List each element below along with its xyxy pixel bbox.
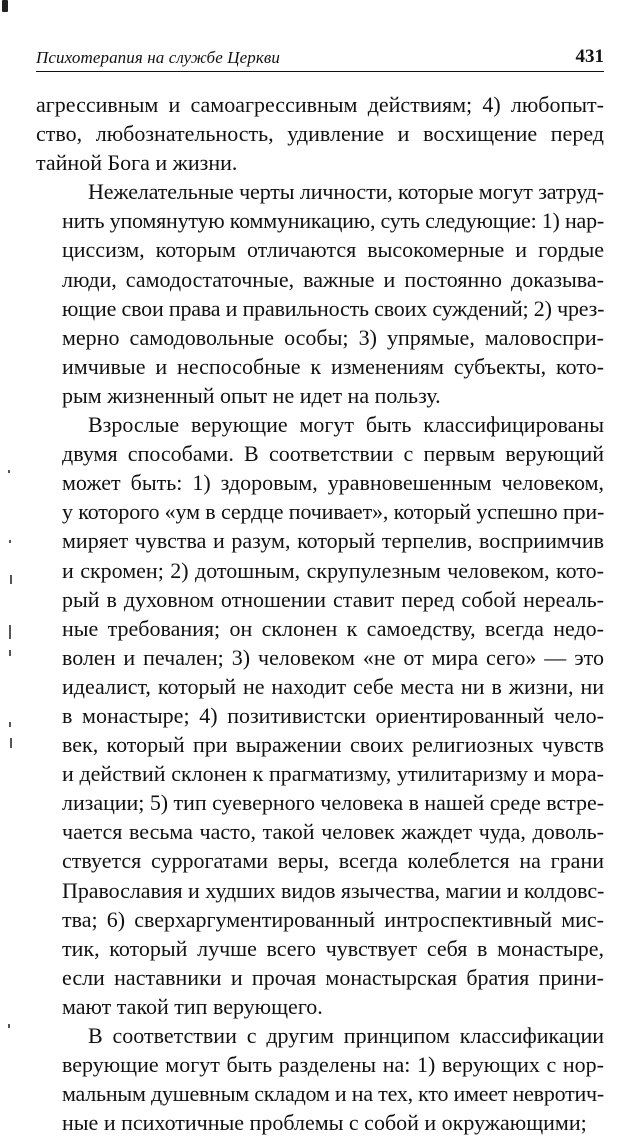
text-line: циссизм, которым отличаются высокомерные и гордые: [62, 237, 604, 263]
margin-speck: [8, 1024, 10, 1028]
text-line: Нежелательные черты личности, которые могут затруд-: [88, 179, 604, 205]
text-line: рым жизненный опыт не идет на пользу.: [62, 382, 441, 408]
text-line: двумя способами. В соответствии с первым верующий: [62, 441, 604, 467]
running-header: [36, 46, 604, 74]
text-line: и скромен; 2) дотошным, скрупулезным человеком, кото-: [62, 557, 604, 583]
scan-corner-mark: [2, 0, 8, 12]
text-line: тик, который лучше всего чувствует себя в монастыре,: [62, 935, 604, 961]
text-line: имчивые и неспособные к изменениям субъекты, кото-: [62, 353, 604, 379]
margin-speck: [9, 625, 11, 639]
text-line: мают такой тип верующего.: [62, 993, 323, 1019]
text-line: может быть: 1) здоровым, уравновешенным человеком,: [62, 470, 604, 496]
margin-speck: [9, 540, 11, 543]
text-line: у которого «ум в сердце почивает», который успешно при-: [62, 499, 605, 525]
margin-speck: [10, 738, 12, 748]
paragraph: [36, 1021, 604, 1137]
paragraph: [36, 177, 604, 410]
margin-speck: [9, 650, 11, 656]
page-number: 431: [575, 46, 604, 67]
text-line: идеалист, который не находит себе места ни в жизни, ни: [62, 673, 604, 699]
text-line: В соответствии с другим принципом классификации: [88, 1023, 604, 1048]
text-line: рый в духовном отношении ставит перед собой нереаль-: [62, 586, 604, 612]
text-line: ство, любознательность, удивление и восхищение перед: [36, 121, 604, 147]
text-line: ные и психотичные проблемы с собой и окружающими;: [62, 1110, 587, 1136]
paragraph: [36, 410, 604, 1021]
text-line: тва; 6) сверхаргументированный интроспективный мис-: [62, 906, 604, 932]
text-line: лизации; 5) тип суеверного человека в нашей среде встре-: [62, 790, 604, 816]
text-line: агрессивным и самоагрессивным действиям; 4) любопыт-: [36, 92, 604, 117]
text-line: чается весьма часто, такой человек жаждет чуда, доволь-: [62, 819, 604, 845]
text-line: ющие свои права и правильность своих суждений; 2) чрез-: [62, 295, 605, 321]
margin-speck: [9, 722, 11, 727]
text-line: тайной Бога и жизни.: [36, 150, 238, 176]
text-line: миряет чувства и разум, который терпелив, восприимчив: [62, 528, 604, 554]
text-line: если наставники и прочая монастырская братия прини-: [62, 964, 604, 990]
text-line: Взрослые верующие могут быть классифицированы: [88, 412, 604, 438]
margin-speck: [10, 575, 12, 584]
text-line: люди, самодостаточные, важные и постоянно доказыва-: [62, 266, 604, 292]
text-line: нить упомянутую коммуникацию, суть следующие: 1) нар-: [62, 208, 604, 234]
text-line: Православия и худших видов язычества, магии и колдовс-: [62, 877, 605, 903]
text-line: волен и печален; 3) человеком «не от мира сего» — это: [62, 644, 604, 670]
text-line: ные требования; он склонен к самоедству, всегда недо-: [62, 615, 604, 641]
paragraph: [36, 90, 604, 177]
text-line: в монастыре; 4) позитивистски ориентированный чело-: [62, 702, 604, 728]
text-line: верующие могут быть разделены на: 1) верующих с нор-: [62, 1052, 604, 1078]
text-line: и действий склонен к прагматизму, утилитаризму и мора-: [62, 761, 604, 787]
text-line: мальным душевным складом и на тех, кто имеет невротич-: [62, 1081, 604, 1107]
running-title: Психотерапия на службе Церкви: [36, 48, 280, 67]
body-text: [36, 90, 604, 1137]
text-line: мерно самодовольные особы; 3) упрямые, маловоспри-: [62, 324, 604, 350]
header-rule: [36, 71, 604, 72]
margin-speck: [8, 470, 10, 473]
text-line: ствуется суррогатами веры, всегда колеблется на грани: [62, 848, 604, 874]
text-line: век, который при выражении своих религиозных чувств: [62, 732, 604, 758]
